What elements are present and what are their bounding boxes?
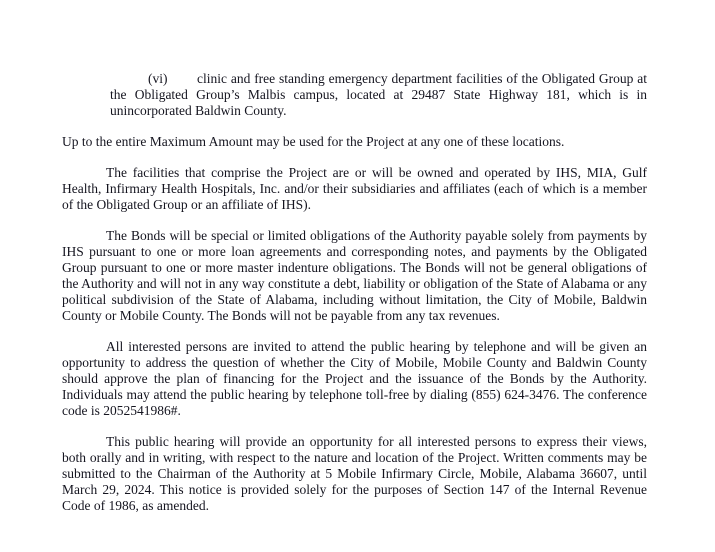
paragraph-written-comments: This public hearing will provide an opportunity for all interested persons to express their views, both orally and in writing, with respect to the nature and location of the Project. Written comments may be submitted to the Chairman of the Authority at 5 Mobile Infirmary Circle, Mobile, Alabama 36607, until March 29, 2024. This notice is provided solely for the purposes of Section 147 of the Internal Revenue Code of 1986, as amended.	[62, 434, 647, 513]
list-item-text: clinic and free standing emergency department facilities of the Obligated Group at the Obligated Group’s Malbis campus, located at 29487 State Highway 181, which is in unincorporated Baldwin County.	[110, 71, 647, 118]
list-item-marker: (vi)	[148, 71, 168, 86]
paragraph-bonds-obligations: The Bonds will be special or limited obligations of the Authority payable solely from payments by IHS pursuant to one or more loan agreements and corresponding notes, and payments by the Obligated Group pursuant to one or more master indenture obligations. The Bonds will not be general obligations of the Authority and will not in any way constitute a debt, liability or obligation of the State of Alabama or any political subdivision of the State of Alabama, including without limitation, the City of Mobile, Baldwin County or Mobile County. The Bonds will not be payable from any tax revenues.	[62, 228, 647, 323]
list-item-vi	[110, 71, 647, 119]
paragraph-public-hearing-telephone: All interested persons are invited to attend the public hearing by telephone and will be given an opportunity to address the question of whether the City of Mobile, Mobile County and Baldwin County should approve the plan of financing for the Project and the issuance of the Bonds by the Authority. Individuals may attend the public hearing by telephone toll-free by dialing (855) 624-3476. The conference code is 2052541986#.	[62, 339, 647, 418]
paragraph-maximum-amount: Up to the entire Maximum Amount may be used for the Project at any one of these locations.	[62, 134, 565, 149]
document-body	[62, 71, 647, 529]
paragraph-facilities-ownership: The facilities that comprise the Project are or will be owned and operated by IHS, MIA, Gulf Health, Infirmary Health Hospitals, Inc. and/or their subsidiaries and affiliates (each of which is a member of the Obligated Group or an affiliate of IHS).	[62, 165, 647, 212]
